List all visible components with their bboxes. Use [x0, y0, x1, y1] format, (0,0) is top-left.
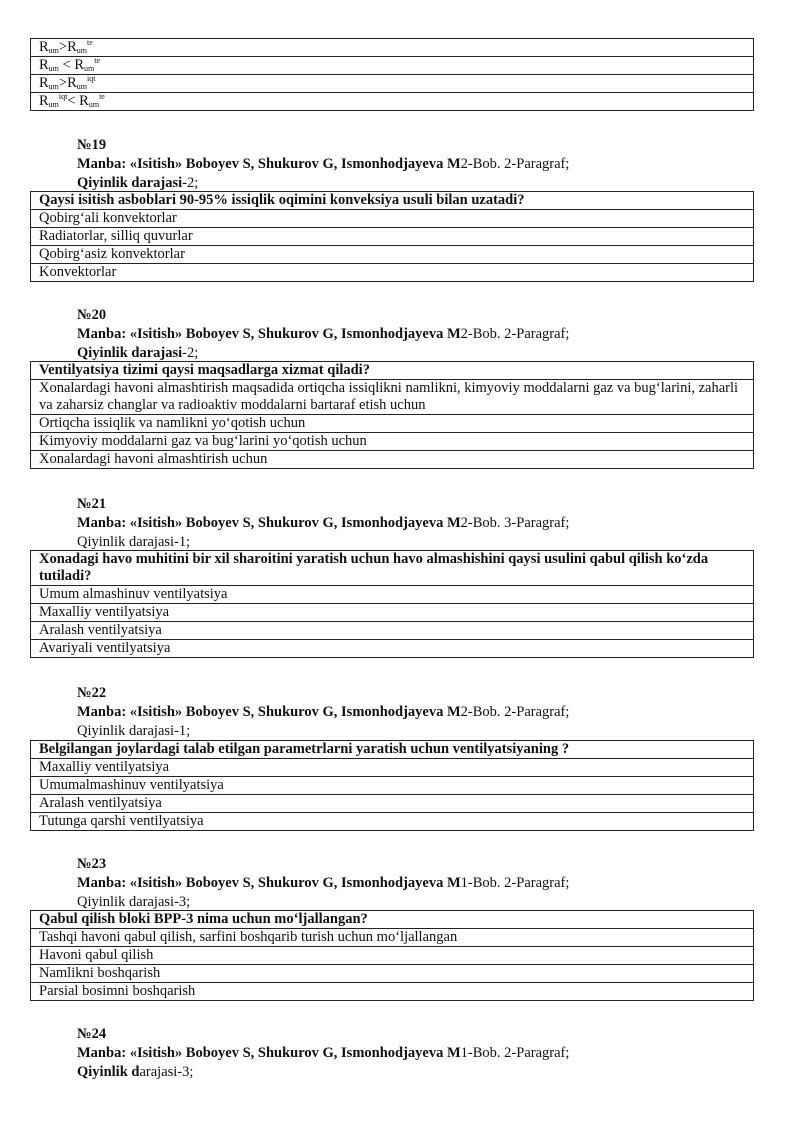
- table-row: [31, 415, 754, 433]
- table-row: [31, 39, 754, 57]
- answer-cell: $R_{um}>R_{um}^{te}$: [31, 39, 754, 57]
- table-row: [31, 795, 754, 813]
- table-row: [31, 640, 754, 658]
- question-header-22: [77, 684, 569, 741]
- question-text: Ventilyatsiya tizimi qaysi maqsadlarga xizmat qiladi?: [31, 362, 754, 380]
- question-table-23: [30, 910, 754, 1001]
- answer-cell: $R_{um}^{iqt}< R_{um}^{te}$: [31, 93, 754, 111]
- answer-cell: Avariyali ventilyatsiya: [31, 640, 754, 658]
- table-row: [31, 777, 754, 795]
- question-header-19: [77, 136, 569, 193]
- table-row: [31, 929, 754, 947]
- question-number: №20: [77, 307, 107, 323]
- question-table-19: [30, 191, 754, 282]
- difficulty-line: Qiyinlik darajasi-2;: [77, 345, 199, 361]
- answer-cell: Tutunga qarshi ventilyatsiya: [31, 813, 754, 831]
- question-text: Qaysi isitish asboblari 90-95% issiqlik oqimini konveksiya usuli bilan uzatadi?: [31, 192, 754, 210]
- table-row: [31, 965, 754, 983]
- table-row: [31, 622, 754, 640]
- question-number: №21: [77, 496, 107, 512]
- table-row: [31, 228, 754, 246]
- source-line: Manba: «Isitish» Boboyev S, Shukurov G, Ismonhodjayeva M1-Bob. 2-Paragraf;: [77, 875, 570, 891]
- answer-cell: Maxalliy ventilyatsiya: [31, 759, 754, 777]
- table-row: [31, 57, 754, 75]
- table-row: [31, 586, 754, 604]
- difficulty-line: Qiyinlik darajasi-1;: [77, 534, 191, 550]
- answer-cell: Umum almashinuv ventilyatsiya: [31, 586, 754, 604]
- answer-cell: $R_{um}>R_{um}^{iqt}$: [31, 75, 754, 93]
- table-row: [31, 947, 754, 965]
- source-line: Manba: «Isitish» Boboyev S, Shukurov G, Ismonhodjayeva M2-Bob. 2-Paragraf;: [77, 156, 570, 172]
- table-row: [31, 983, 754, 1001]
- table-row: [31, 75, 754, 93]
- table-row: [31, 93, 754, 111]
- source-line: Manba: «Isitish» Boboyev S, Shukurov G, Ismonhodjayeva M2-Bob. 2-Paragraf;: [77, 326, 570, 342]
- source-line: Manba: «Isitish» Boboyev S, Shukurov G, Ismonhodjayeva M2-Bob. 2-Paragraf;: [77, 704, 570, 720]
- answer-cell: $R_{um} < R_{um}^{te}$: [31, 57, 754, 75]
- table-row: [31, 264, 754, 282]
- table-row: [31, 210, 754, 228]
- answer-cell: Xonalardagi havoni almashtirish uchun: [31, 451, 754, 469]
- question-table-22: [30, 740, 754, 831]
- question-header-20: [77, 306, 569, 363]
- table-row: [31, 362, 754, 380]
- question-number: №19: [77, 137, 107, 153]
- answer-cell: Ortiqcha issiqlik va namlikni yo‘qotish uchun: [31, 415, 754, 433]
- question-header-21: [77, 495, 569, 552]
- answer-cell: Xonalardagi havoni almashtirish maqsadida ortiqcha issiqlikni namlikni, kimyoviy moddalarni gaz va bug‘larini, zaharli va zaharsiz changlar va radioaktiv moddalarni bartaraf etish uchun: [31, 380, 754, 415]
- answer-cell: Aralash ventilyatsiya: [31, 622, 754, 640]
- table-row: [31, 813, 754, 831]
- answer-cell: Kimyoviy moddalarni gaz va bug‘larini yo‘qotish uchun: [31, 433, 754, 451]
- answer-cell: Tashqi havoni qabul qilish, sarfini boshqarib turish uchun mo‘ljallangan: [31, 929, 754, 947]
- source-line: Manba: «Isitish» Boboyev S, Shukurov G, Ismonhodjayeva M1-Bob. 2-Paragraf;: [77, 1045, 570, 1061]
- table-row: [31, 192, 754, 210]
- source-line: Manba: «Isitish» Boboyev S, Shukurov G, Ismonhodjayeva M2-Bob. 3-Paragraf;: [77, 515, 570, 531]
- table-row: [31, 246, 754, 264]
- table-row: [31, 433, 754, 451]
- question-header-24: [77, 1025, 569, 1082]
- answer-cell: Havoni qabul qilish: [31, 947, 754, 965]
- table-row: [31, 911, 754, 929]
- question-header-23: [77, 855, 569, 912]
- answer-cell: Konvektorlar: [31, 264, 754, 282]
- question-number: №23: [77, 856, 107, 872]
- table-row: [31, 451, 754, 469]
- answer-cell: Maxalliy ventilyatsiya: [31, 604, 754, 622]
- question-table-21: [30, 550, 754, 658]
- table-row: [31, 741, 754, 759]
- question-text: Belgilangan joylardagi talab etilgan parametrlarni yaratish uchun ventilyatsiyaning ?: [31, 741, 754, 759]
- answer-cell: Umumalmashinuv ventilyatsiya: [31, 777, 754, 795]
- answer-cell: Namlikni boshqarish: [31, 965, 754, 983]
- difficulty-line: Qiyinlik darajasi-3;: [77, 1064, 194, 1080]
- difficulty-line: Qiyinlik darajasi-3;: [77, 894, 191, 910]
- table-row: [31, 380, 754, 415]
- answer-table-top: [30, 38, 754, 111]
- answer-cell: Qobirg‘ali konvektorlar: [31, 210, 754, 228]
- question-text: Qabul qilish bloki BPP-3 nima uchun mo‘ljallangan?: [31, 911, 754, 929]
- answer-cell: Aralash ventilyatsiya: [31, 795, 754, 813]
- question-table-20: [30, 361, 754, 469]
- table-row: [31, 759, 754, 777]
- answer-cell: Qobirg‘asiz konvektorlar: [31, 246, 754, 264]
- answer-cell: Parsial bosimni boshqarish: [31, 983, 754, 1001]
- table-row: [31, 604, 754, 622]
- answer-cell: Radiatorlar, silliq quvurlar: [31, 228, 754, 246]
- table-row: [31, 551, 754, 586]
- question-number: №24: [77, 1026, 107, 1042]
- difficulty-line: Qiyinlik darajasi-2;: [77, 175, 199, 191]
- question-text: Xonadagi havo muhitini bir xil sharoitini yaratish uchun havo almashishini qaysi usulini qabul qilish ko‘zda tutiladi?: [31, 551, 754, 586]
- question-number: №22: [77, 685, 107, 701]
- difficulty-line: Qiyinlik darajasi-1;: [77, 723, 191, 739]
